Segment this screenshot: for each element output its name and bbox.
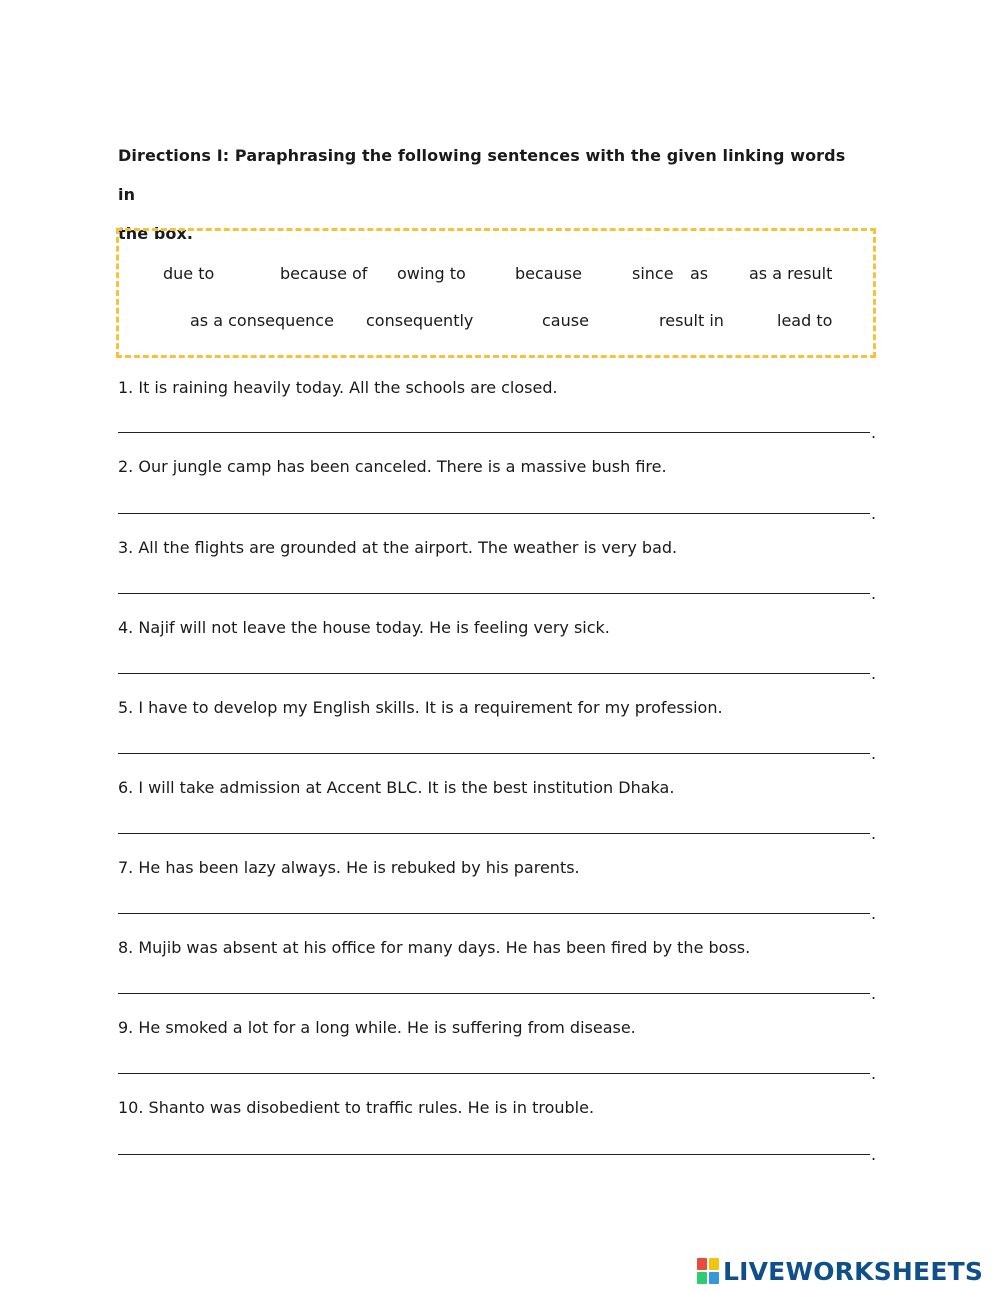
answer-line-3[interactable] xyxy=(118,593,870,594)
word-due-to: due to xyxy=(163,264,215,283)
answer-end-7: . xyxy=(871,904,877,923)
question-1: 1. It is raining heavily today. All the schools are closed. xyxy=(118,378,558,397)
answer-end-9: . xyxy=(871,1064,877,1083)
answer-line-10[interactable] xyxy=(118,1154,870,1155)
directions-line-1: Directions I: Paraphrasing the following sentences with the given linking words in xyxy=(118,146,846,204)
answer-line-8[interactable] xyxy=(118,993,870,994)
brand-name: LIVEWORKSHEETS xyxy=(723,1256,984,1286)
word-as: as xyxy=(690,264,709,283)
word-as-a-result: as a result xyxy=(749,264,833,283)
logo-square xyxy=(709,1272,719,1284)
question-6: 6. I will take admission at Accent BLC. It is the best institution Dhaka. xyxy=(118,778,675,797)
liveworksheets-logo-icon xyxy=(697,1258,719,1284)
answer-line-4[interactable] xyxy=(118,673,870,674)
answer-line-2[interactable] xyxy=(118,513,870,514)
answer-line-5[interactable] xyxy=(118,753,870,754)
question-5: 5. I have to develop my English skills. It is a requirement for my profession. xyxy=(118,698,723,717)
answer-line-6[interactable] xyxy=(118,833,870,834)
logo-square xyxy=(697,1258,707,1270)
word-because: because xyxy=(515,264,582,283)
question-8: 8. Mujib was absent at his office for many days. He has been fired by the boss. xyxy=(118,938,751,957)
word-cause: cause xyxy=(542,311,589,330)
logo-square xyxy=(709,1258,719,1270)
directions-line-2: the box. xyxy=(118,224,194,243)
liveworksheets-brand xyxy=(697,1257,983,1285)
word-because-of: because of xyxy=(280,264,368,283)
answer-end-8: . xyxy=(871,984,877,1003)
word-consequently: consequently xyxy=(366,311,474,330)
question-9: 9. He smoked a lot for a long while. He is suffering from disease. xyxy=(118,1018,636,1037)
question-7: 7. He has been lazy always. He is rebuked by his parents. xyxy=(118,858,580,877)
word-as-a-consequence: as a consequence xyxy=(190,311,334,330)
answer-line-1[interactable] xyxy=(118,432,870,433)
question-10: 10. Shanto was disobedient to traffic rules. He is in trouble. xyxy=(118,1098,595,1117)
question-3: 3. All the flights are grounded at the airport. The weather is very bad. xyxy=(118,538,678,557)
word-lead-to: lead to xyxy=(777,311,833,330)
word-since: since xyxy=(632,264,674,283)
answer-end-3: . xyxy=(871,584,877,603)
answer-end-10: . xyxy=(871,1145,877,1164)
answer-end-4: . xyxy=(871,664,877,683)
answer-end-2: . xyxy=(871,504,877,523)
answer-end-5: . xyxy=(871,744,877,763)
answer-line-7[interactable] xyxy=(118,913,870,914)
word-result-in: result in xyxy=(659,311,724,330)
answer-line-9[interactable] xyxy=(118,1073,870,1074)
answer-end-6: . xyxy=(871,824,877,843)
word-owing-to: owing to xyxy=(397,264,466,283)
question-2: 2. Our jungle camp has been canceled. There is a massive bush fire. xyxy=(118,457,667,476)
answer-end-1: . xyxy=(871,423,877,442)
linking-words-box xyxy=(116,228,876,358)
question-4: 4. Najif will not leave the house today. He is feeling very sick. xyxy=(118,618,610,637)
logo-square xyxy=(697,1272,707,1284)
